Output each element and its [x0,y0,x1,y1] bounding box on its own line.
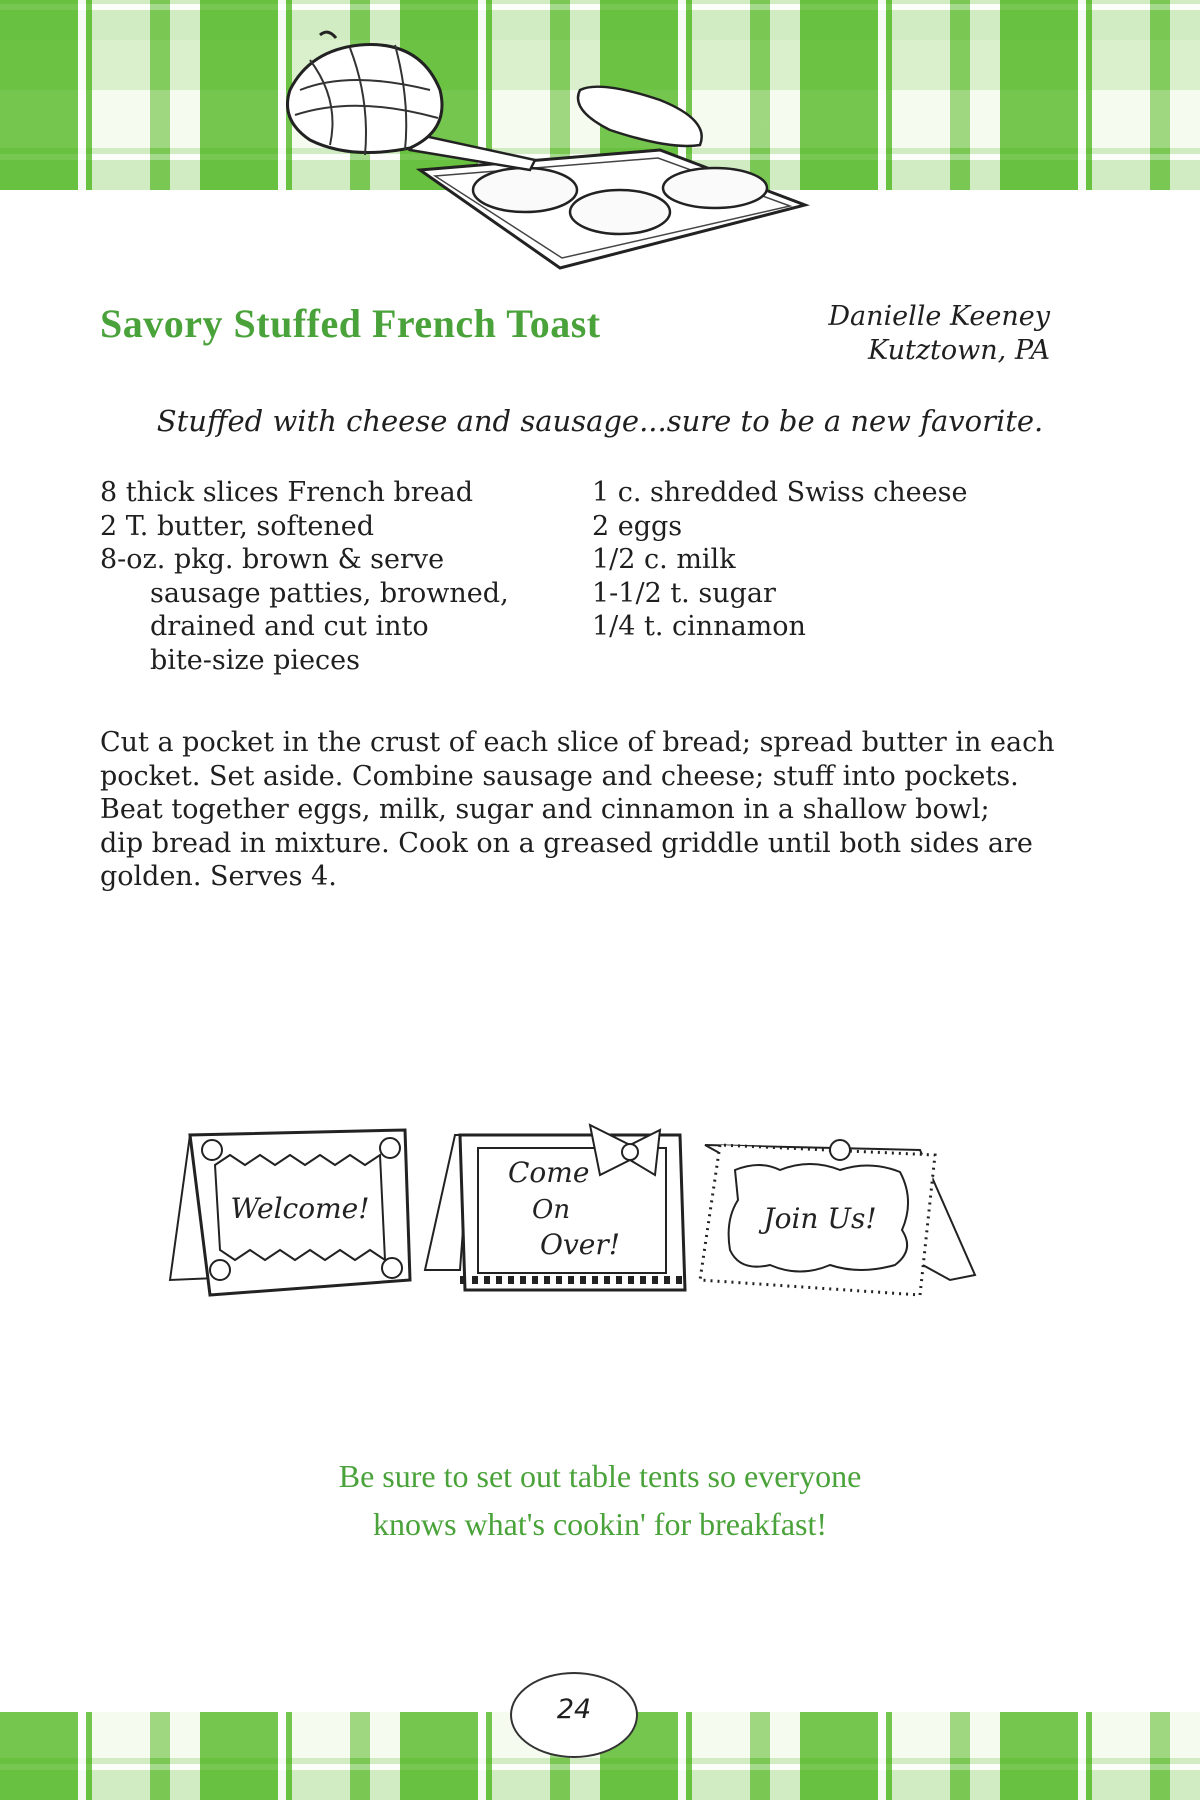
tent-text-over: Over! [540,1228,620,1261]
ingredients-right-column [592,476,1072,644]
ingredient-item-continued: bite-size pieces [150,644,361,676]
tent-text-join-us: Join Us! [763,1202,877,1235]
table-tent-join-us [700,1140,975,1295]
table-tents-illustration [160,1120,990,1320]
ingredients-left-column [100,476,570,677]
tent-text-come: Come [508,1156,590,1189]
directions-line: Beat together eggs, milk, sugar and cinnamon in a shallow bowl; [100,794,990,825]
directions-line: pocket. Set aside. Combine sausage and cheese; stuff into pockets. [100,760,1019,792]
ingredient-item: 1/4 t. cinnamon [592,611,806,642]
directions-line: dip bread in mixture. Cook on a greased griddle until both sides are [100,827,1033,859]
author-name: Danielle Keeney [828,301,1050,332]
ingredient-item: 1-1/2 t. sugar [592,577,776,609]
ingredient-item: 8-oz. pkg. brown & serve [100,544,445,575]
griddle-illustration [270,30,830,270]
recipe-intro: Stuffed with cheese and sausage...sure to be a new favorite. [156,404,1044,438]
recipe-byline [828,300,1050,368]
tip-line: knows what's cookin' for breakfast! [372,1506,828,1542]
tip-line: Be sure to set out table tents so everyone [338,1458,862,1494]
ingredient-item: 1/2 c. milk [592,544,736,575]
ingredient-item-continued: drained and cut into [150,611,429,642]
directions-line: Cut a pocket in the crust of each slice of bread; spread butter in each [100,727,1055,758]
author-location: Kutztown, PA [868,335,1050,366]
ingredient-item: 2 eggs [592,510,683,542]
ingredient-item: 8 thick slices French bread [100,477,474,508]
page-number: 24 [556,1694,592,1725]
ingredient-item: 1 c. shredded Swiss cheese [592,477,968,508]
table-tent-welcome [170,1130,410,1295]
tent-text-on: On [532,1195,571,1225]
ingredient-item-continued: sausage patties, browned, [150,577,509,609]
tent-text-welcome: Welcome! [230,1192,370,1225]
recipe-directions [100,726,1060,894]
ingredient-item: 2 T. butter, softened [100,510,375,542]
recipe-title: Savory Stuffed French Toast [100,301,601,346]
table-tent-come-on-over [425,1125,685,1290]
tip-text [200,1452,1000,1548]
directions-line: golden. Serves 4. [100,861,337,892]
